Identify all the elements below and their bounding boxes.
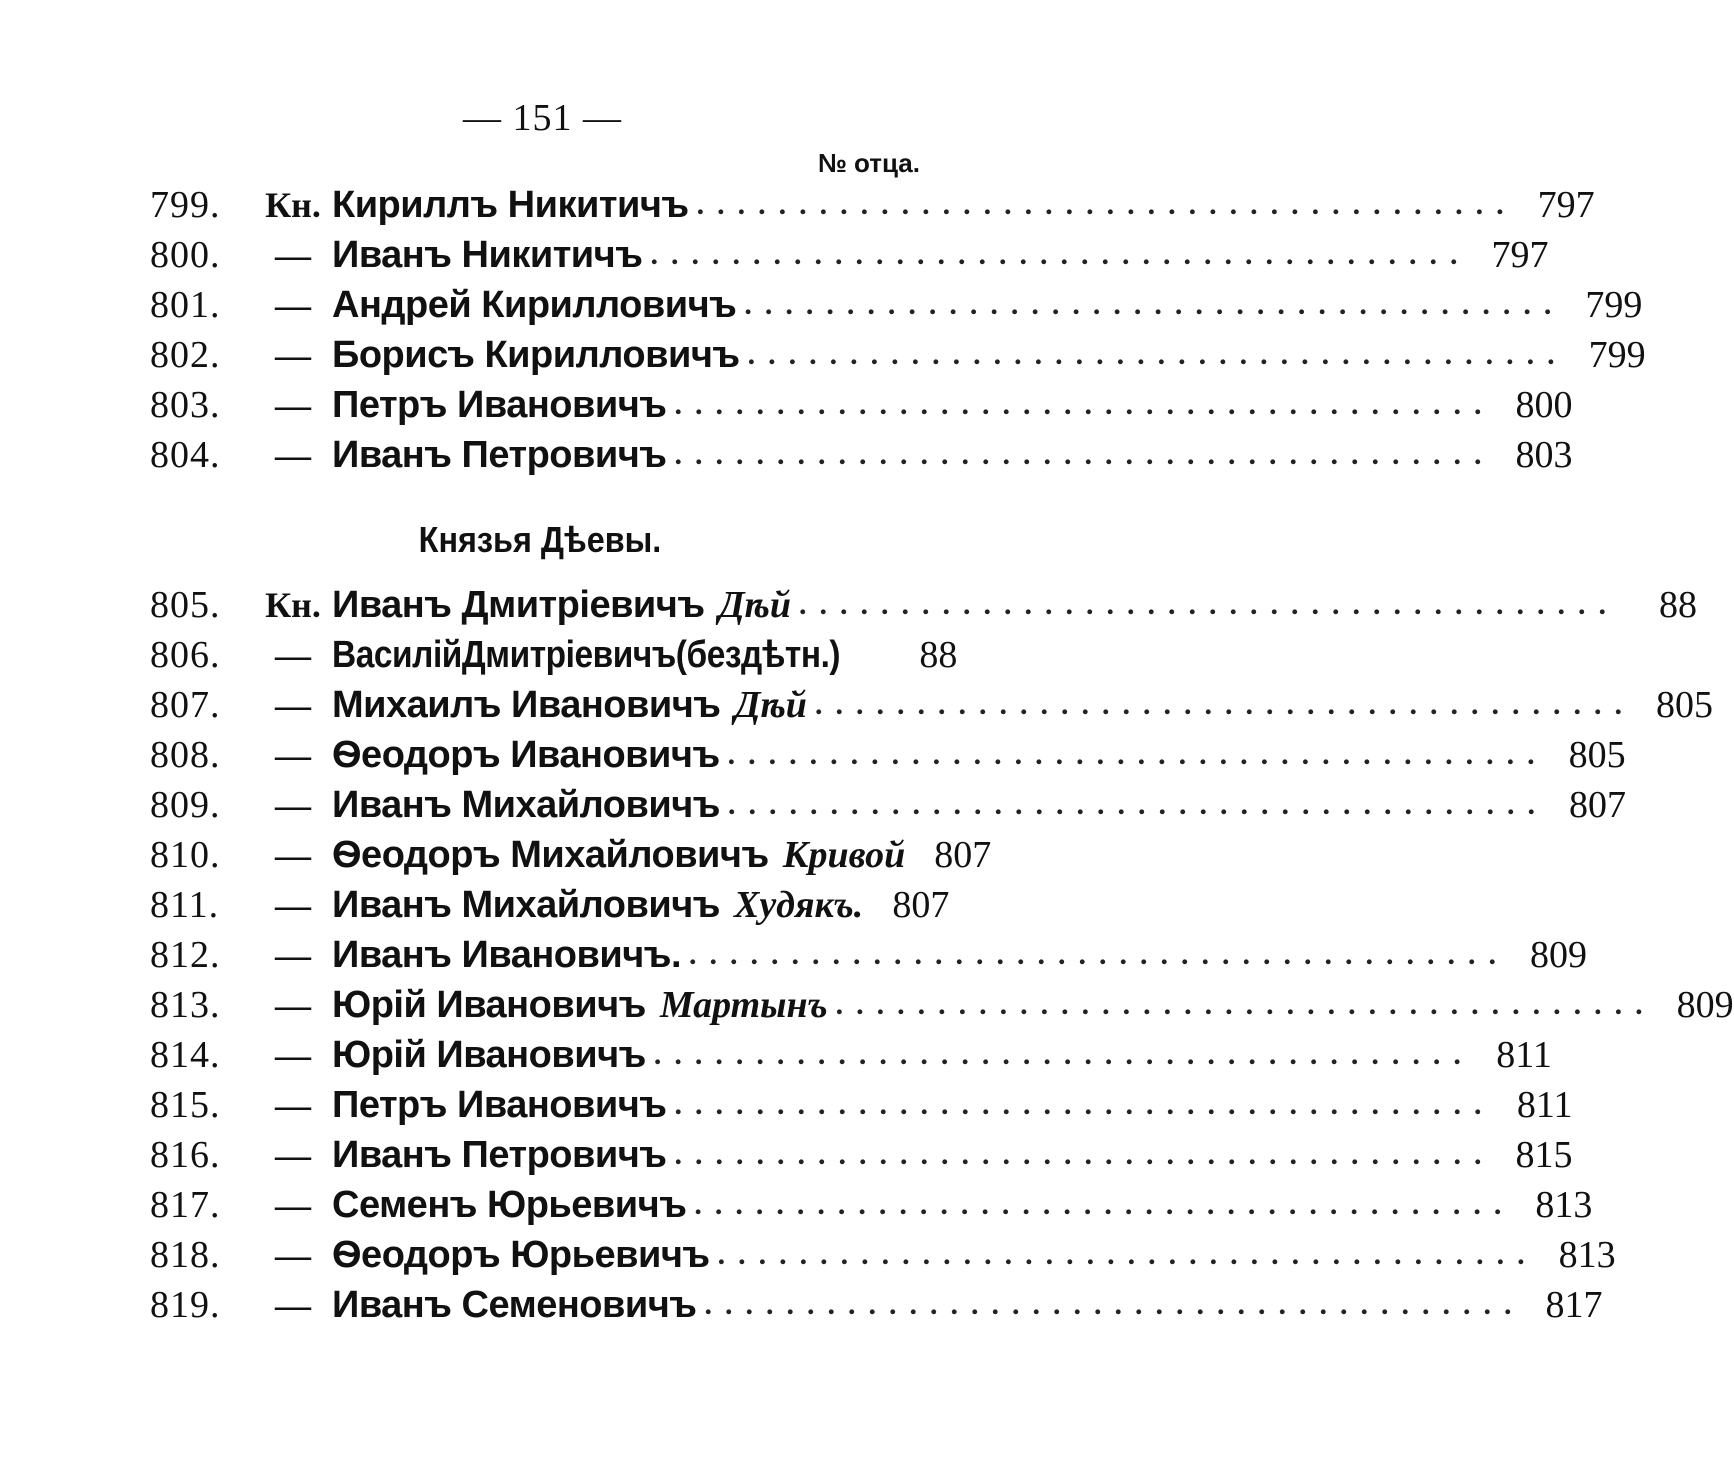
- father-number: 88: [919, 634, 958, 676]
- entry-name: Иванъ Никитичъ: [332, 233, 643, 276]
- entry-nickname: Худякъ.: [734, 884, 864, 926]
- entry-number: 817.: [150, 1184, 221, 1226]
- entry-row: [150, 730, 1626, 780]
- dot-leader: ........................................: [728, 788, 1548, 821]
- dot-leader: ........................................: [747, 338, 1568, 371]
- entry-list-deevy: [150, 580, 1734, 1330]
- entry-title: —: [275, 285, 311, 325]
- father-number: 817: [1545, 1284, 1603, 1326]
- entry-row: [150, 680, 1713, 730]
- father-number: 807: [892, 884, 950, 926]
- father-number: 815: [1515, 1134, 1573, 1176]
- entry-name: Иванъ Петровичъ: [332, 433, 667, 476]
- entry-number: 799.: [150, 184, 221, 226]
- page-number: — 151 —: [463, 97, 622, 139]
- dot-leader: ........................................: [799, 588, 1619, 621]
- entry-row: [150, 1130, 1573, 1180]
- entry-title: —: [275, 1285, 311, 1325]
- entry-name: Кириллъ Никитичъ: [332, 183, 689, 226]
- entry-name: Иванъ Ивановичъ.: [332, 933, 682, 976]
- entry-number: 815.: [150, 1084, 221, 1126]
- father-number: 88: [1659, 584, 1697, 626]
- dot-leader: ........................................: [674, 1088, 1495, 1121]
- entry-title: —: [275, 885, 311, 925]
- dot-leader: ........................................: [696, 188, 1517, 221]
- father-number: 797: [1537, 184, 1595, 226]
- dot-leader: ........................................: [694, 1188, 1515, 1221]
- father-number: 799: [1585, 284, 1643, 326]
- entry-name: Петръ Ивановичъ: [332, 383, 667, 426]
- entry-number: 803.: [150, 384, 221, 426]
- entry-nickname: Дѣй: [718, 584, 791, 626]
- father-number: 800: [1515, 384, 1573, 426]
- entry-row: [150, 180, 1595, 230]
- dot-leader: ........................................: [689, 938, 1510, 971]
- entry-row: [150, 780, 1626, 830]
- father-number: 803: [1515, 434, 1573, 476]
- entry-title: —: [275, 985, 311, 1025]
- entry-title: —: [275, 385, 311, 425]
- entry-number: 806.: [150, 634, 221, 676]
- father-number: 799: [1588, 334, 1646, 376]
- entry-name: Юрій Ивановичъ: [332, 983, 646, 1026]
- entry-row: [150, 1230, 1616, 1280]
- entry-name: Ѳеодоръ Ивановичъ: [332, 733, 720, 776]
- entry-name: Иванъ Михайловичъ: [332, 883, 720, 926]
- entry-title: Кн.: [265, 585, 321, 625]
- dot-leader: ........................................: [814, 688, 1635, 721]
- entry-number: 811.: [150, 884, 220, 926]
- entry-name: Михаилъ Ивановичъ: [332, 683, 721, 726]
- entry-title: —: [275, 785, 311, 825]
- entry-number: 805.: [150, 584, 221, 626]
- entry-number: 802.: [150, 334, 221, 376]
- father-number: 813: [1558, 1234, 1616, 1276]
- father-number: 805: [1568, 734, 1626, 776]
- father-number: 807: [934, 834, 992, 876]
- entry-number: 800.: [150, 234, 221, 276]
- entry-row: [150, 1180, 1593, 1230]
- father-number: 807: [1569, 784, 1626, 826]
- entry-number: 812.: [150, 934, 221, 976]
- dot-leader: ........................................: [653, 1038, 1474, 1071]
- entry-name: Иванъ Дмитріевичъ: [332, 583, 705, 626]
- entry-number: 804.: [150, 434, 221, 476]
- entry-title: —: [275, 435, 311, 475]
- entry-nickname: Дѣй: [734, 684, 807, 726]
- entry-name: Иванъ Петровичъ: [332, 1133, 667, 1176]
- section-heading: Князья Дѣевы.: [418, 519, 662, 560]
- entry-title: —: [275, 635, 311, 675]
- entry-name: Петръ Ивановичъ: [332, 1083, 667, 1126]
- entry-number: 801.: [150, 284, 221, 326]
- entry-name: Ѳеодоръ Михайловичъ: [332, 833, 769, 876]
- entry-row: [150, 1280, 1603, 1330]
- entry-name: Семенъ Юрьевичъ: [332, 1183, 687, 1226]
- entry-number: 813.: [150, 984, 221, 1026]
- dot-leader: ........................................: [717, 1238, 1538, 1271]
- entry-nickname: Кривой: [782, 834, 906, 876]
- entry-row: [150, 280, 1643, 330]
- entry-title: —: [275, 1035, 311, 1075]
- entry-name: Андрей Кирилловичъ: [332, 283, 737, 326]
- dot-leader: ........................................: [727, 738, 1548, 771]
- father-number: 813: [1535, 1184, 1593, 1226]
- entry-title: —: [275, 1085, 311, 1125]
- dot-leader: ........................................: [744, 288, 1565, 321]
- entry-title: —: [275, 735, 311, 775]
- entry-name: Иванъ Михайловичъ: [332, 783, 720, 826]
- dot-leader: ........................................: [674, 1138, 1495, 1171]
- entry-row: [150, 430, 1573, 480]
- father-column-header: № отца.: [817, 148, 920, 178]
- entry-title: —: [275, 835, 311, 875]
- entry-title: —: [275, 1135, 311, 1175]
- entry-number: 807.: [150, 684, 221, 726]
- entry-number: 816.: [150, 1134, 221, 1176]
- entry-list-kirillovichi: [150, 180, 1646, 480]
- father-number: 809: [1530, 934, 1588, 976]
- entry-number: 819.: [150, 1284, 221, 1326]
- entry-number: 818.: [150, 1234, 221, 1276]
- father-number: 809: [1676, 984, 1734, 1026]
- father-number: 811: [1516, 1084, 1573, 1126]
- entry-row: [150, 930, 1588, 980]
- entry-row: [150, 1080, 1573, 1130]
- entry-title: —: [275, 235, 311, 275]
- entry-number: 808.: [150, 734, 221, 776]
- entry-title: —: [275, 685, 311, 725]
- dot-leader: ........................................: [650, 238, 1471, 271]
- entry-title: —: [275, 1235, 311, 1275]
- entry-title: —: [275, 335, 311, 375]
- entry-row: [150, 980, 1734, 1030]
- entry-row: [150, 630, 958, 680]
- entry-row: [150, 1030, 1552, 1080]
- entry-name: Ѳеодоръ Юрьевичъ: [332, 1233, 710, 1276]
- entry-title: —: [275, 1185, 311, 1225]
- entry-row: [150, 580, 1697, 630]
- entry-title: Кн.: [265, 185, 321, 225]
- entry-row: [150, 380, 1573, 430]
- dot-leader: ........................................: [674, 388, 1495, 421]
- entry-row: [150, 230, 1549, 280]
- entry-row: [150, 830, 992, 880]
- dot-leader: ........................................: [835, 988, 1656, 1021]
- entry-name: ВасилійДмитріевичъ(бездѣтн.): [332, 633, 841, 676]
- entry-title: —: [275, 935, 311, 975]
- entry-row: [150, 330, 1646, 380]
- entry-number: 810.: [150, 834, 221, 876]
- dot-leader: ........................................: [704, 1288, 1525, 1321]
- father-number: 797: [1491, 234, 1549, 276]
- entry-number: 814.: [150, 1034, 221, 1076]
- father-number: 805: [1655, 684, 1713, 726]
- father-number: 811: [1496, 1034, 1552, 1076]
- entry-row: [150, 880, 950, 930]
- entry-nickname: Мартынъ: [659, 984, 828, 1026]
- entry-number: 809.: [150, 784, 221, 826]
- entry-name: Борисъ Кирилловичъ: [332, 333, 740, 376]
- entry-name: Юрій Ивановичъ: [332, 1033, 646, 1076]
- entry-name: Иванъ Семеновичъ: [332, 1283, 697, 1326]
- dot-leader: ........................................: [674, 438, 1495, 471]
